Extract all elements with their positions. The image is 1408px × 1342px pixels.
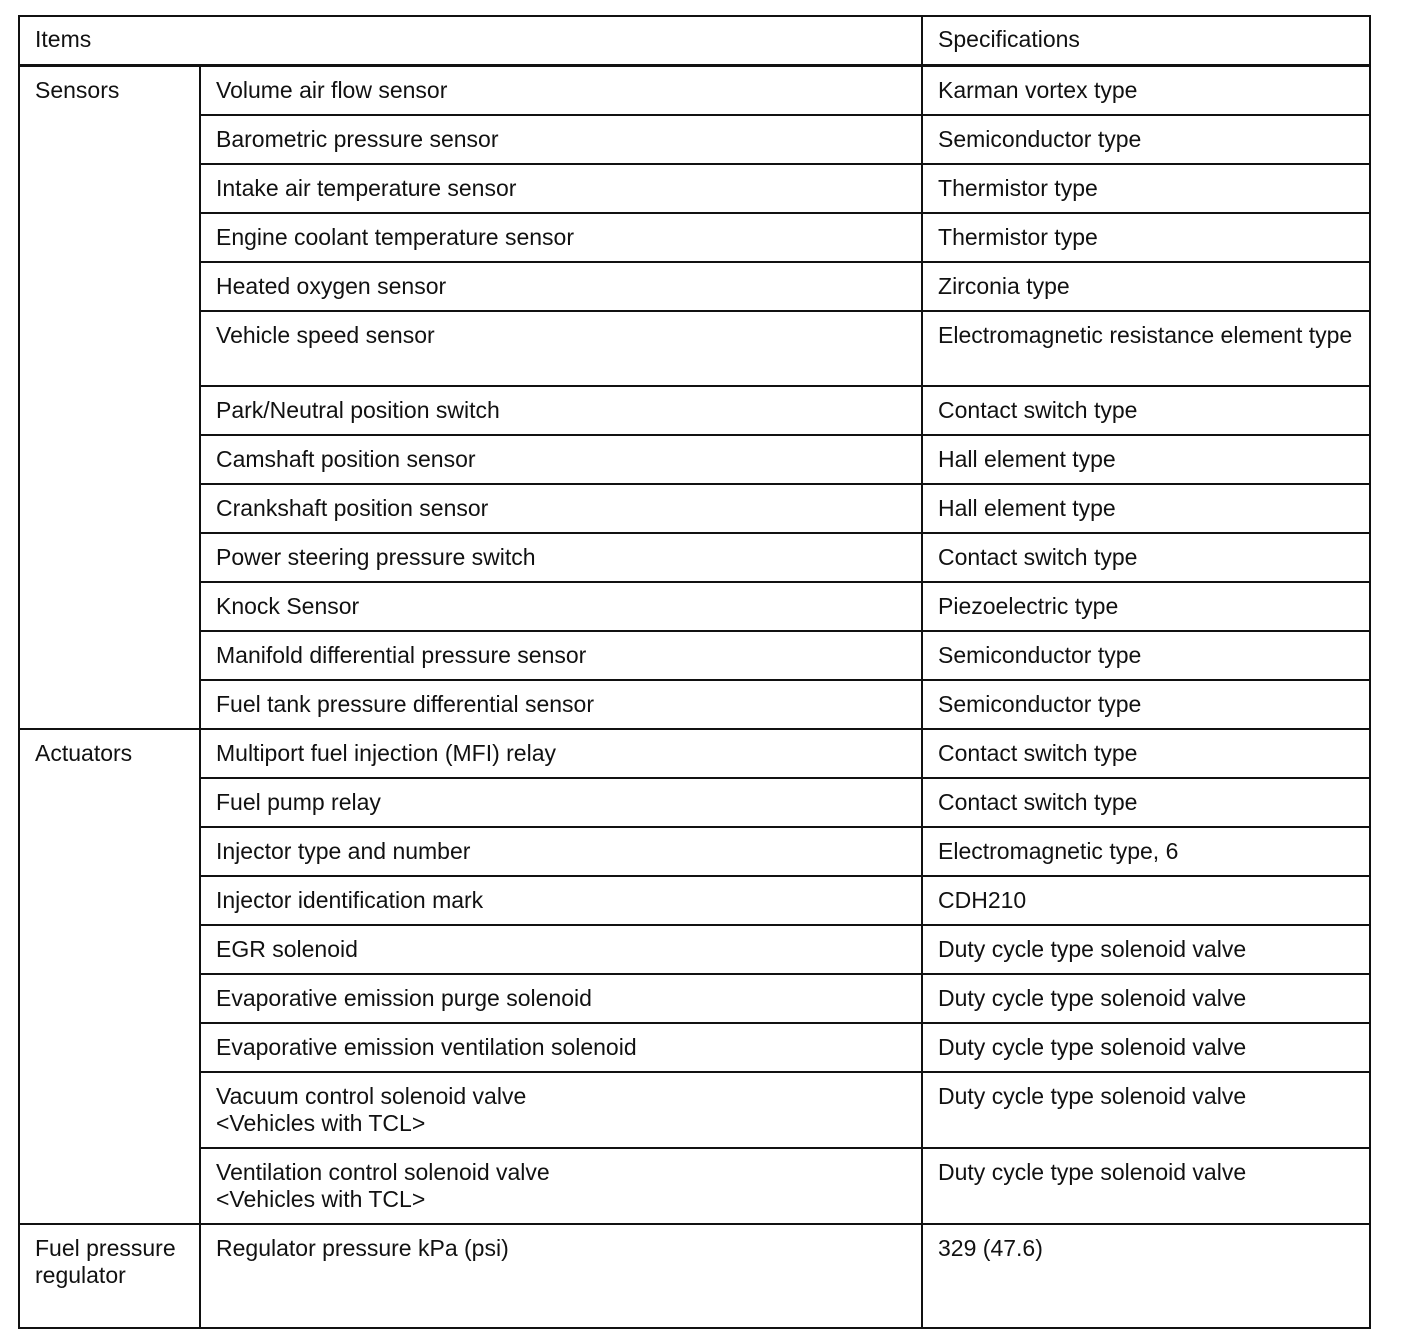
spec-cell: Karman vortex type [922,65,1370,115]
table-row [19,164,1370,213]
spec-cell: Semiconductor type [922,631,1370,680]
table-row [19,925,1370,974]
table-row [19,115,1370,164]
item-cell: Evaporative emission ventilation solenoid [200,1023,922,1072]
item-cell: Manifold differential pressure sensor [200,631,922,680]
spec-cell: Duty cycle type solenoid valve [922,1023,1370,1072]
table-row [19,1023,1370,1072]
spec-cell: Hall element type [922,435,1370,484]
spec-cell: 329 (47.6) [922,1224,1370,1328]
spec-cell: Electromagnetic type, 6 [922,827,1370,876]
item-cell [200,1148,922,1224]
item-cell: Crankshaft position sensor [200,484,922,533]
table-row [19,213,1370,262]
spec-cell: Duty cycle type solenoid valve [922,974,1370,1023]
specifications-table [18,15,1371,1329]
table-row [19,974,1370,1023]
spec-cell: Piezoelectric type [922,582,1370,631]
table-row [19,631,1370,680]
item-cell: Intake air temperature sensor [200,164,922,213]
header-specifications: Specifications [922,16,1370,65]
item-note: <Vehicles with TCL> [216,1185,426,1212]
spec-cell: Electromagnetic resistance element type [922,311,1370,386]
item-cell: Park/Neutral position switch [200,386,922,435]
table-row [19,778,1370,827]
item-label: Ventilation control solenoid valve [216,1158,550,1185]
item-cell: Vehicle speed sensor [200,311,922,386]
item-cell: Evaporative emission purge solenoid [200,974,922,1023]
table-row [19,311,1370,386]
item-cell: Heated oxygen sensor [200,262,922,311]
spec-cell: Semiconductor type [922,115,1370,164]
table-row [19,435,1370,484]
item-label: Vacuum control solenoid valve [216,1082,527,1109]
item-cell [200,1072,922,1148]
table-row [19,386,1370,435]
table-row [19,729,1370,778]
spec-cell: Thermistor type [922,164,1370,213]
category-fuel-pressure-regulator: Fuel pressure regulator [19,1224,200,1328]
item-cell: Volume air flow sensor [200,65,922,115]
category-actuators: Actuators [19,729,200,1224]
item-cell: Fuel tank pressure differential sensor [200,680,922,729]
item-cell: Camshaft position sensor [200,435,922,484]
header-row [19,16,1370,65]
table-row [19,484,1370,533]
table-row [19,876,1370,925]
item-cell: Injector type and number [200,827,922,876]
table-row [19,1224,1370,1328]
item-cell: Multiport fuel injection (MFI) relay [200,729,922,778]
spec-cell: Duty cycle type solenoid valve [922,925,1370,974]
spec-cell: Duty cycle type solenoid valve [922,1148,1370,1224]
spec-cell: Contact switch type [922,778,1370,827]
spec-cell: Semiconductor type [922,680,1370,729]
item-cell: Power steering pressure switch [200,533,922,582]
table-row [19,680,1370,729]
spec-cell: Duty cycle type solenoid valve [922,1072,1370,1148]
item-cell: Knock Sensor [200,582,922,631]
item-cell: Injector identification mark [200,876,922,925]
item-cell: Engine coolant temperature sensor [200,213,922,262]
spec-cell: Contact switch type [922,386,1370,435]
item-cell: Barometric pressure sensor [200,115,922,164]
spec-cell: Contact switch type [922,533,1370,582]
table-row [19,1148,1370,1224]
spec-cell: Zirconia type [922,262,1370,311]
category-sensors: Sensors [19,65,200,729]
spec-cell: Thermistor type [922,213,1370,262]
header-items: Items [19,16,922,65]
table-row [19,827,1370,876]
table-row [19,533,1370,582]
spec-cell: CDH210 [922,876,1370,925]
table-row [19,262,1370,311]
spec-cell: Contact switch type [922,729,1370,778]
spec-cell: Hall element type [922,484,1370,533]
table-row [19,582,1370,631]
item-cell: Regulator pressure kPa (psi) [200,1224,922,1328]
table-row [19,65,1370,115]
item-cell: EGR solenoid [200,925,922,974]
item-cell: Fuel pump relay [200,778,922,827]
table-row [19,1072,1370,1148]
item-note: <Vehicles with TCL> [216,1109,426,1136]
